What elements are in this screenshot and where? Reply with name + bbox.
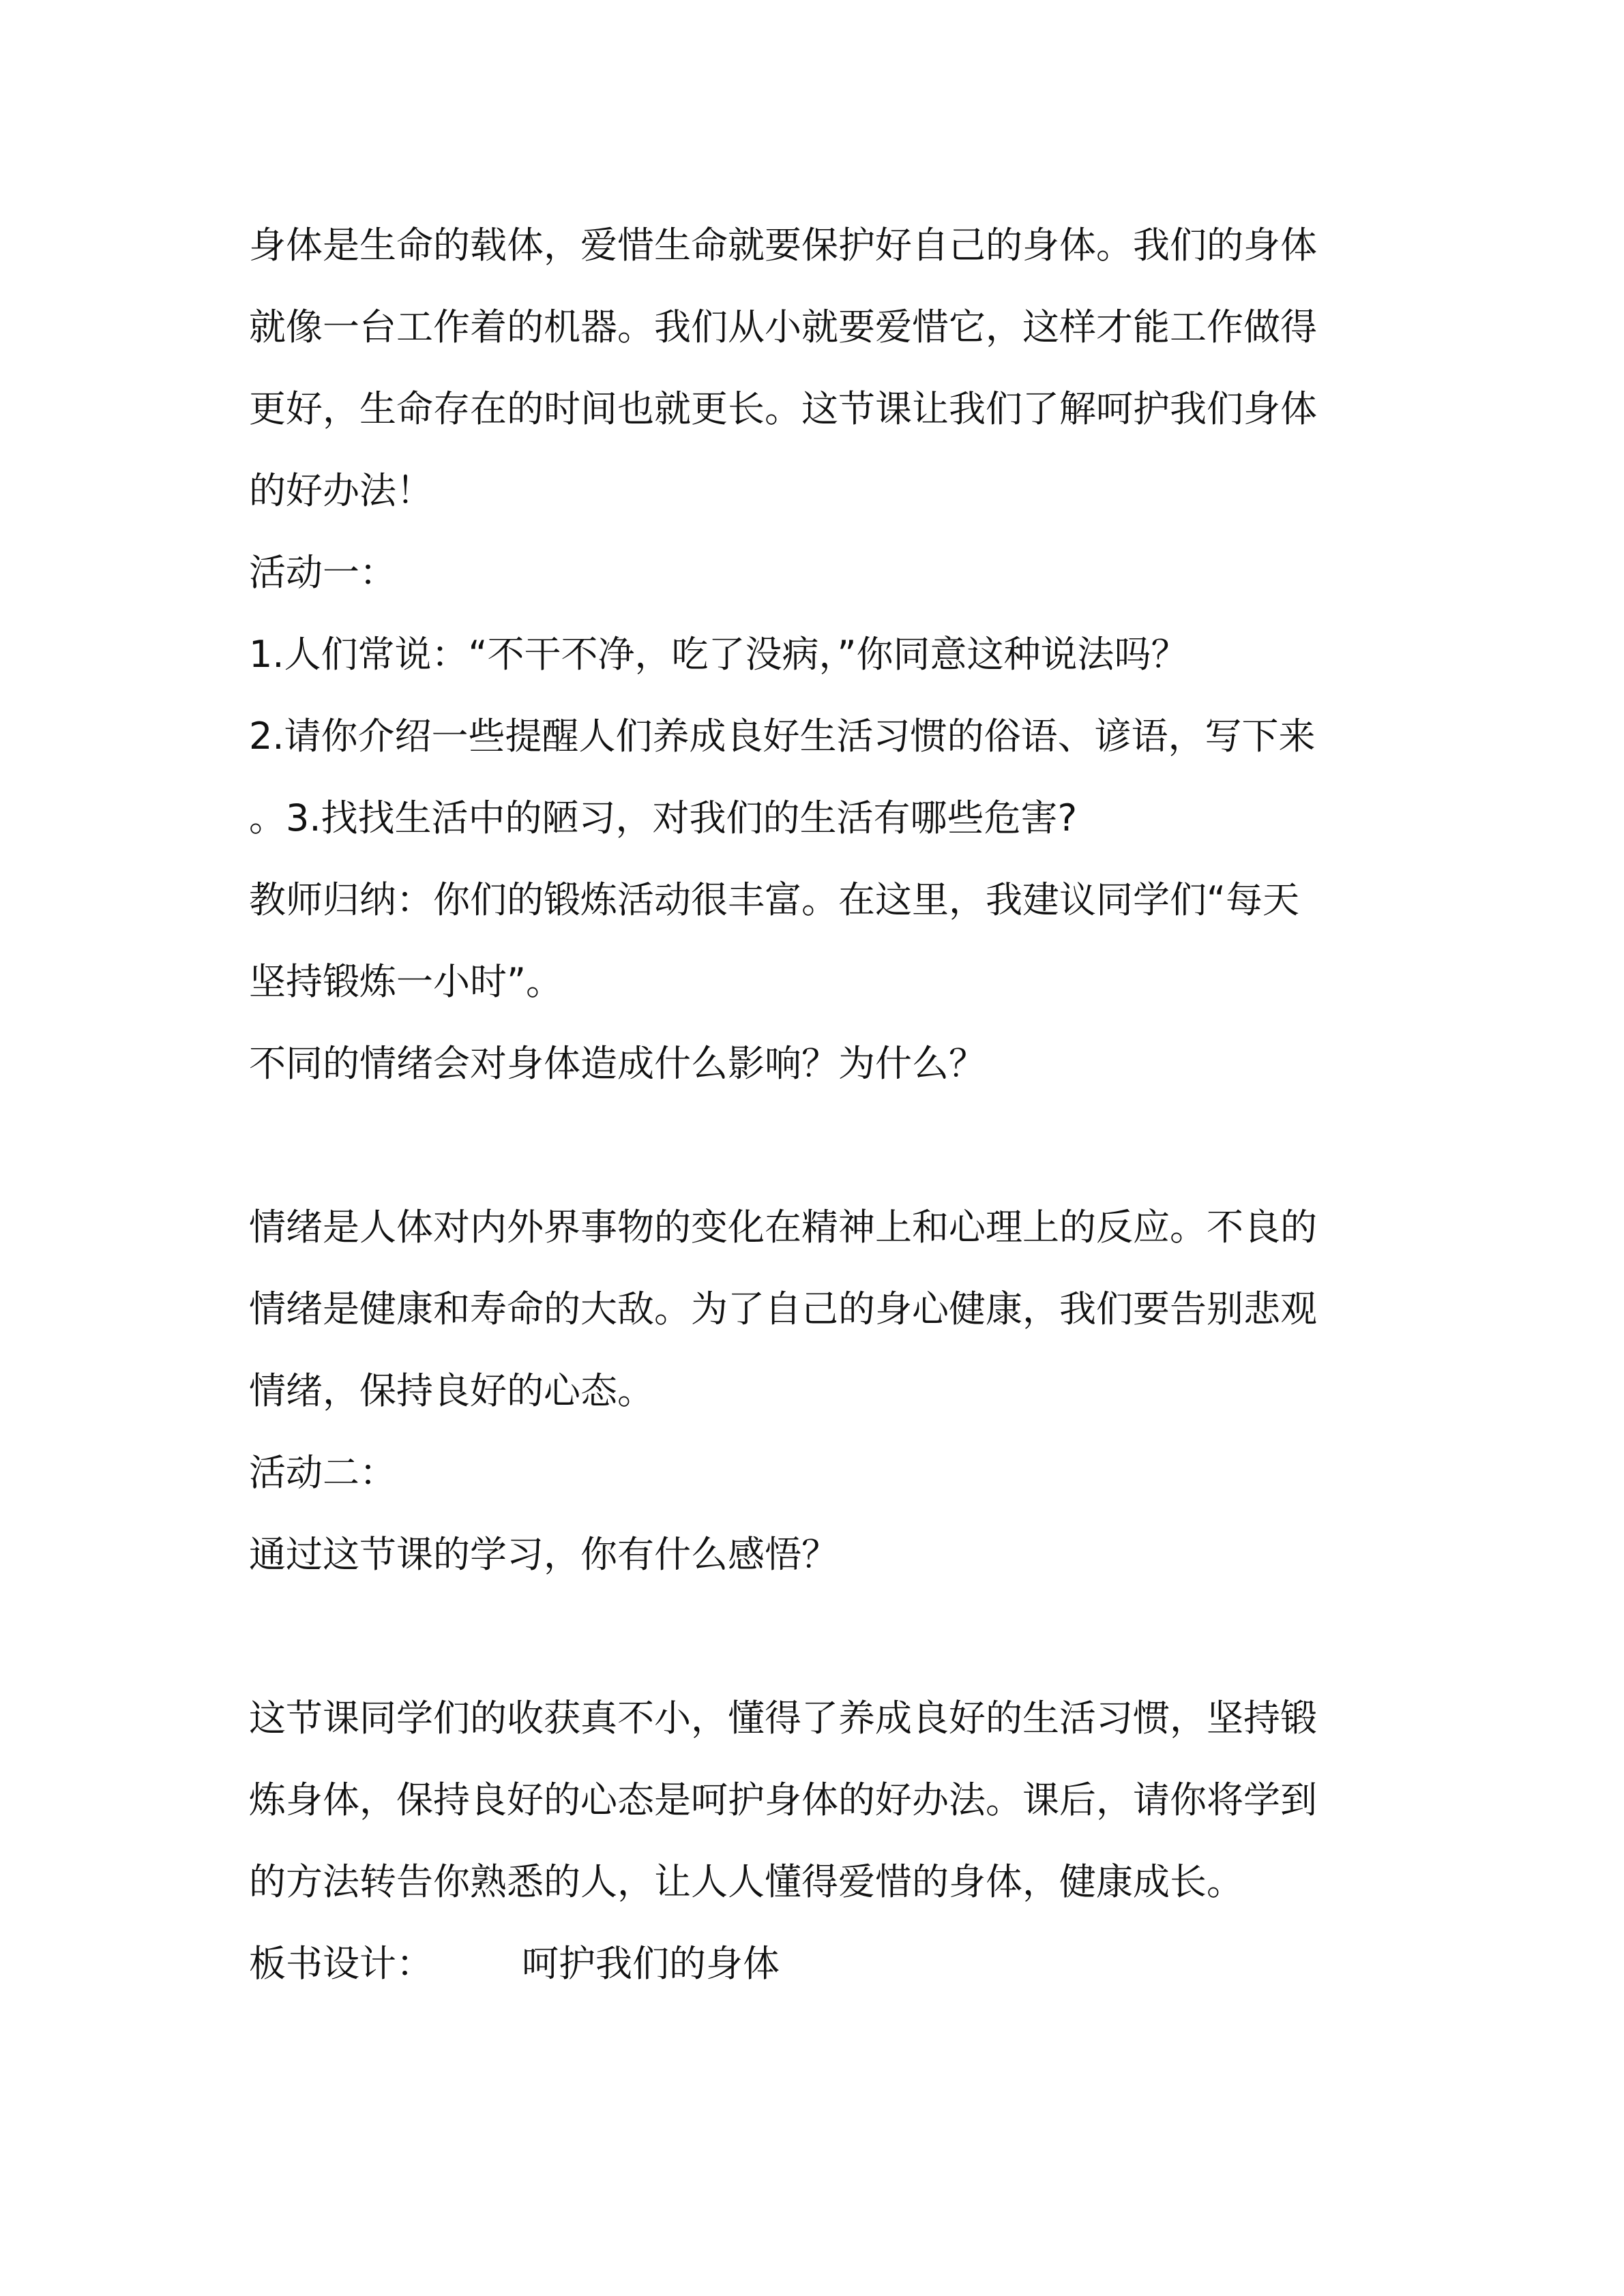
emotion-line-3: 情绪，保持良好的心态。 [249, 1369, 654, 1412]
board-design-label: 板书设计： [249, 1942, 433, 1985]
intro-line-2: 就像一台工作着的机器。我们从小就要爱惜它，这样才能工作做得 [249, 305, 1317, 348]
teacher-summary-line-2: 坚持锻炼一小时”。 [249, 960, 563, 1003]
summary-line-2: 炼身体，保持良好的心态是呵护身体的好办法。课后，请你将学到 [249, 1778, 1317, 1821]
emotion-line-1: 情绪是人体对内外界事物的变化在精神上和心理上的反应。不良的 [249, 1206, 1317, 1249]
activity-one-question-2: 2.请你介绍一些提醒人们养成良好生活习惯的俗语、谚语，写下来 [249, 715, 1316, 758]
document-body [249, 205, 1374, 2005]
emotion-question: 不同的情绪会对身体造成什么影响？为什么？ [249, 1042, 986, 1085]
summary-line-3: 的方法转告你熟悉的人，让人人懂得爱惜的身体，健康成长。 [249, 1860, 1243, 1903]
summary-line-1: 这节课同学们的收获真不小，懂得了养成良好的生活习惯，坚持锻 [249, 1697, 1317, 1740]
board-design [249, 1923, 1374, 2005]
blank-line [249, 1596, 1374, 1678]
intro-line-3: 更好，生命存在的时间也就更长。这节课让我们了解呵护我们身体 [249, 387, 1317, 430]
intro-line-4: 的好办法！ [249, 469, 433, 512]
activity-one-question-3: 。3.找找生活中的陋习，对我们的生活有哪些危害? [249, 796, 1078, 839]
board-design-title: 呵护我们的身体 [522, 1942, 780, 1985]
intro-line-1: 身体是生命的载体，爱惜生命就要保护好自己的身体。我们的身体 [249, 224, 1317, 267]
emotion-line-2: 情绪是健康和寿命的大敌。为了自己的身心健康，我们要告别悲观 [249, 1287, 1317, 1330]
teacher-summary-line-1: 教师归纳：你们的锻炼活动很丰富。在这里，我建议同学们“每天 [249, 878, 1299, 921]
activity-two-question: 通过这节课的学习，你有什么感悟？ [249, 1533, 838, 1576]
activity-two-heading: 活动二： [249, 1451, 396, 1494]
activity-one-heading: 活动一： [249, 551, 396, 594]
activity-one-question-1: 1.人们常说：“不干不净，吃了没病，”你同意这种说法吗？ [249, 633, 1188, 676]
blank-line [249, 1105, 1374, 1187]
